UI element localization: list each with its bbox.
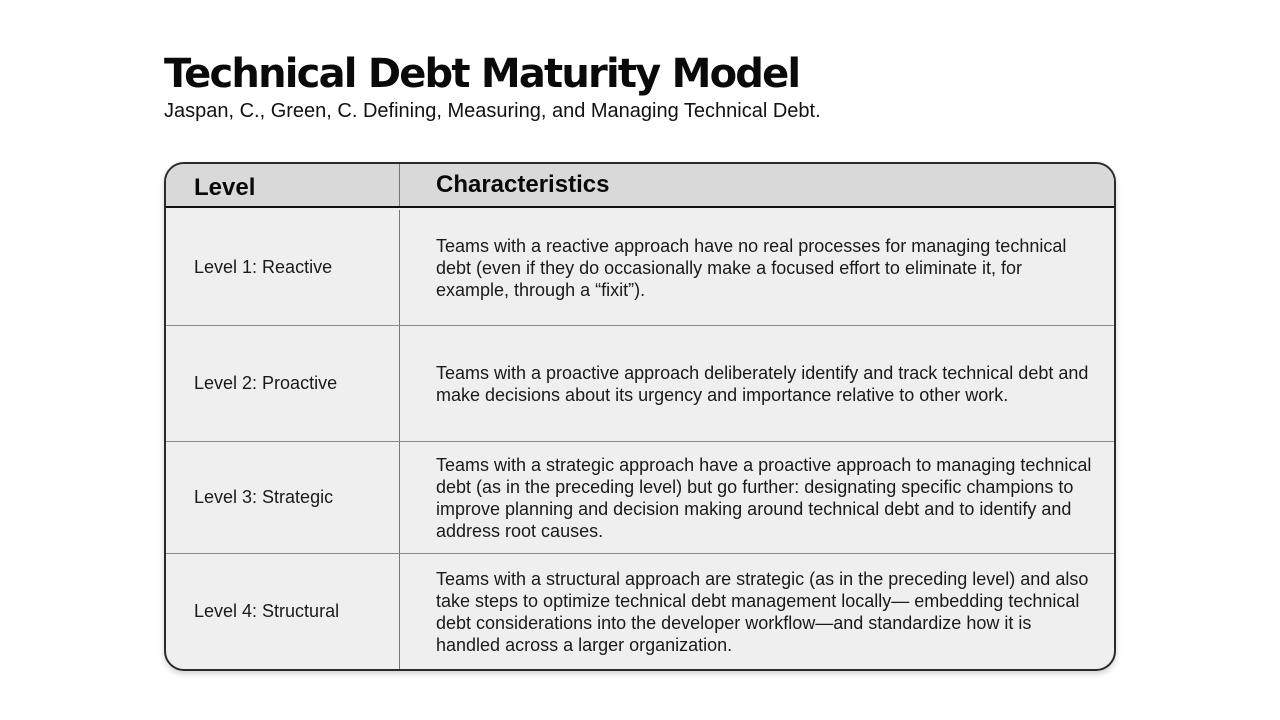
characteristics-cell: Teams with a structural approach are strategic (as in the preceding level) and also take steps to optimize technical debt management locally— embedding technical debt considerations into the developer workflow—and standardize how it is handled across a larger organization. [436, 568, 1089, 655]
level-cell: Level 3: Strategic [166, 442, 400, 553]
level-cell: Level 2: Proactive [166, 326, 400, 441]
table-row [166, 442, 1114, 554]
level-cell: Level 4: Structural [166, 554, 400, 669]
table-header-row [166, 164, 1114, 208]
table-row [166, 554, 1114, 669]
table-row [166, 326, 1114, 442]
page-subtitle: Jaspan, C., Green, C. Defining, Measuring, and Managing Technical Debt. [164, 100, 821, 122]
header-level: Level [166, 164, 400, 206]
characteristics-cell: Teams with a proactive approach deliberately identify and track technical debt and make decisions about its urgency and importance relative to other work. [436, 362, 1089, 405]
page-title: Technical Debt Maturity Model [164, 51, 800, 97]
maturity-table [164, 162, 1116, 671]
header-characteristics: Characteristics [436, 171, 610, 198]
table-row [166, 210, 1114, 326]
characteristics-cell: Teams with a reactive approach have no real processes for managing technical debt (even if they do occasionally make a focused effort to eliminate it, for example, through a “fixit”). [436, 235, 1067, 300]
characteristics-cell: Teams with a strategic approach have a proactive approach to managing technical debt (as in the preceding level) but go further: designating specific champions to improve planning and decision making around technical debt and to identify and address root causes. [436, 454, 1092, 541]
level-cell: Level 1: Reactive [166, 210, 400, 325]
